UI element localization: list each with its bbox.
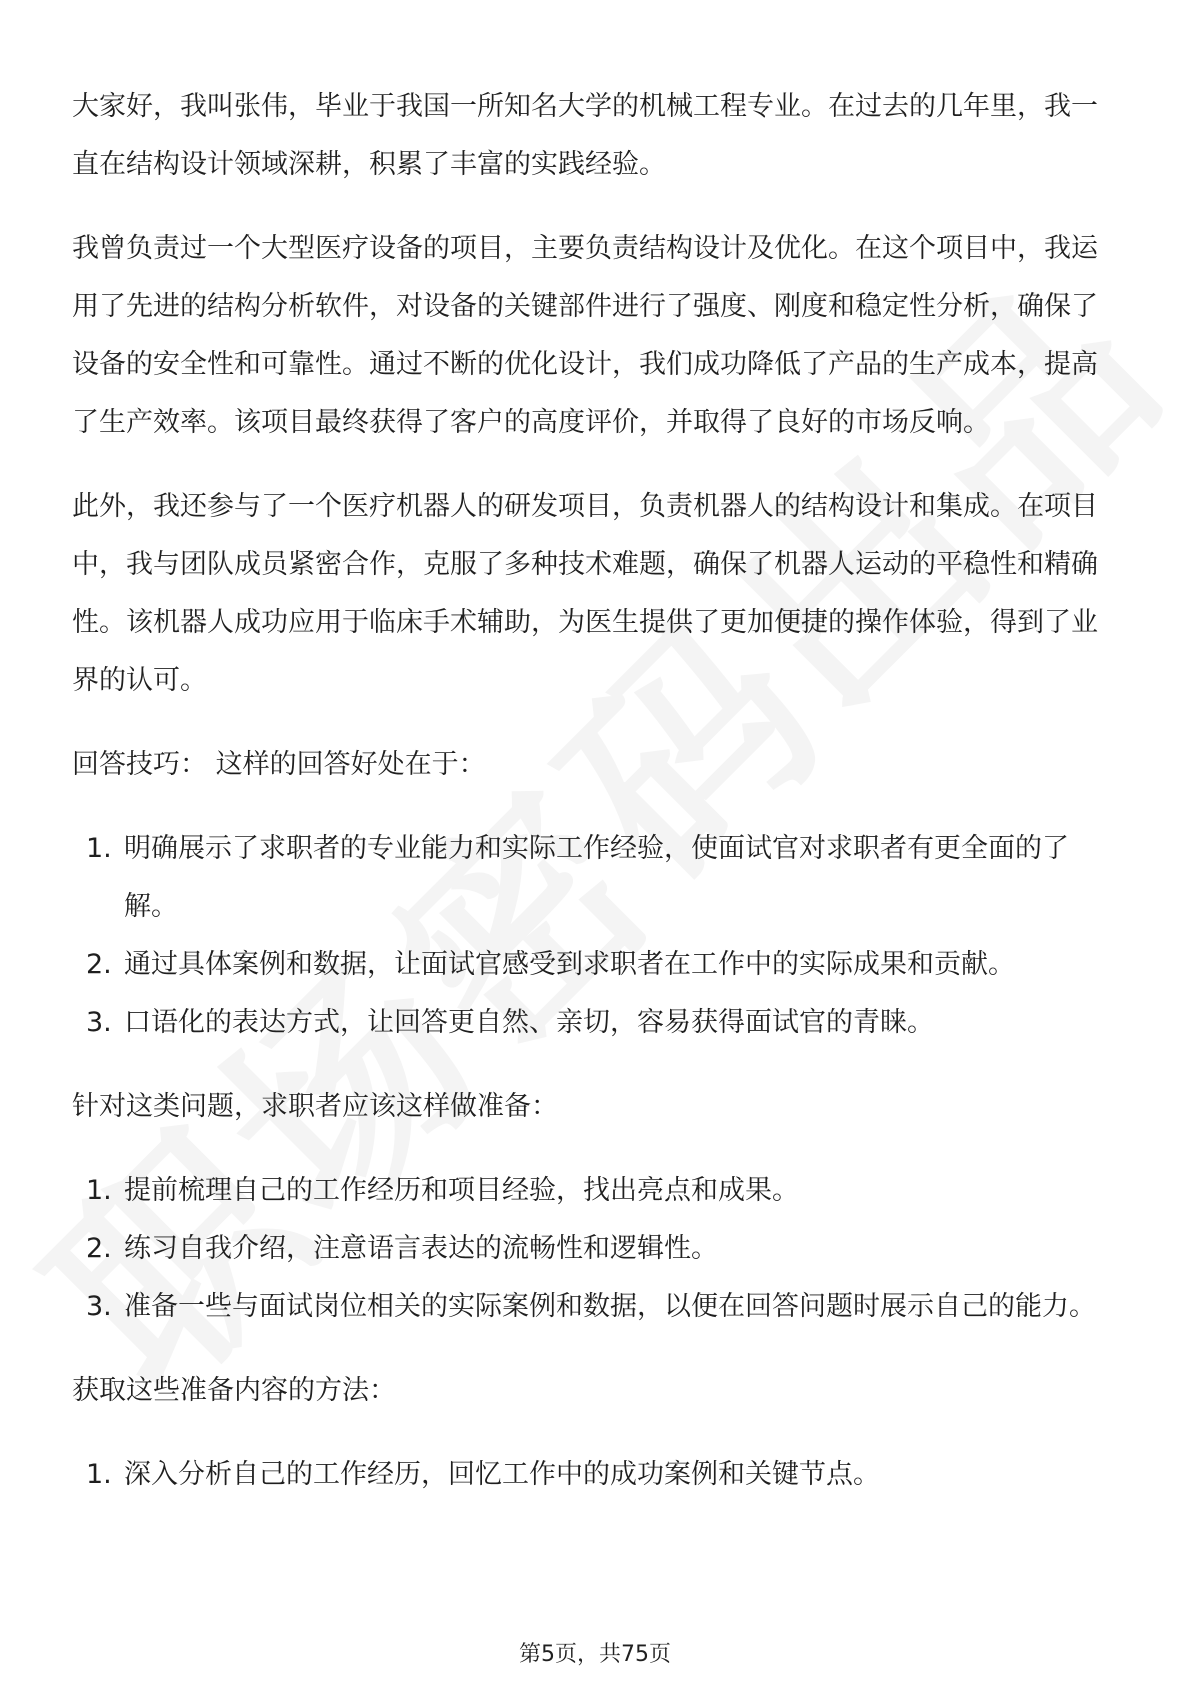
list-number: 1. [86, 1459, 112, 1490]
intro-paragraph: 大家好，我叫张伟，毕业于我国一所知名大学的机械工程专业。在过去的几年里，我一直在结构设计领域深耕，积累了丰富的实践经验。 [72, 91, 1098, 180]
list-item [72, 1278, 1122, 1336]
methods-list [72, 1446, 1122, 1504]
list-text: 明确展示了求职者的专业能力和实际工作经验，使面试官对求职者有更全面的了解。 [124, 833, 1069, 922]
tips-heading: 回答技巧： 这样的回答好处在于： [72, 749, 486, 780]
list-item [72, 936, 1122, 994]
list-number: 1. [86, 833, 112, 864]
list-item [72, 1162, 1122, 1220]
list-number: 1. [86, 1175, 112, 1206]
list-number: 3. [86, 1291, 112, 1322]
list-number: 2. [86, 1233, 112, 1264]
document-body [72, 78, 1122, 1530]
robot-project-paragraph: 此外，我还参与了一个医疗机器人的研发项目，负责机器人的结构设计和集成。在项目中，我与团队成员紧密合作，克服了多种技术难题，确保了机器人运动的平稳性和精确性。该机器人成功应用于临床手术辅助，为医生提供了更加便捷的操作体验，得到了业界的认可。 [72, 491, 1098, 696]
list-text: 口语化的表达方式，让回答更自然、亲切，容易获得面试官的青睐。 [124, 1007, 934, 1038]
list-item [72, 1446, 1122, 1504]
list-item [72, 994, 1122, 1052]
list-item [72, 1220, 1122, 1278]
list-number: 2. [86, 949, 112, 980]
methods-heading: 获取这些准备内容的方法： [72, 1375, 396, 1406]
project-paragraph: 我曾负责过一个大型医疗设备的项目，主要负责结构设计及优化。在这个项目中，我运用了先进的结构分析软件，对设备的关键部件进行了强度、刚度和稳定性分析，确保了设备的安全性和可靠性。通过不断的优化设计，我们成功降低了产品的生产成本，提高了生产效率。该项目最终获得了客户的高度评价，并取得了良好的市场反响。 [72, 233, 1098, 438]
list-text: 准备一些与面试岗位相关的实际案例和数据，以便在回答问题时展示自己的能力。 [124, 1291, 1096, 1322]
list-text: 通过具体案例和数据，让面试官感受到求职者在工作中的实际成果和贡献。 [124, 949, 1015, 980]
list-number: 3. [86, 1007, 112, 1038]
page-number-footer: 第5页，共75页 [519, 1642, 671, 1667]
prepare-list [72, 1162, 1122, 1336]
tips-list [72, 820, 1122, 1052]
list-item [72, 820, 1122, 936]
list-text: 深入分析自己的工作经历，回忆工作中的成功案例和关键节点。 [124, 1459, 880, 1490]
list-text: 提前梳理自己的工作经历和项目经验，找出亮点和成果。 [124, 1175, 799, 1206]
prepare-heading: 针对这类问题，求职者应该这样做准备： [72, 1091, 558, 1122]
list-text: 练习自我介绍，注意语言表达的流畅性和逻辑性。 [124, 1233, 718, 1264]
